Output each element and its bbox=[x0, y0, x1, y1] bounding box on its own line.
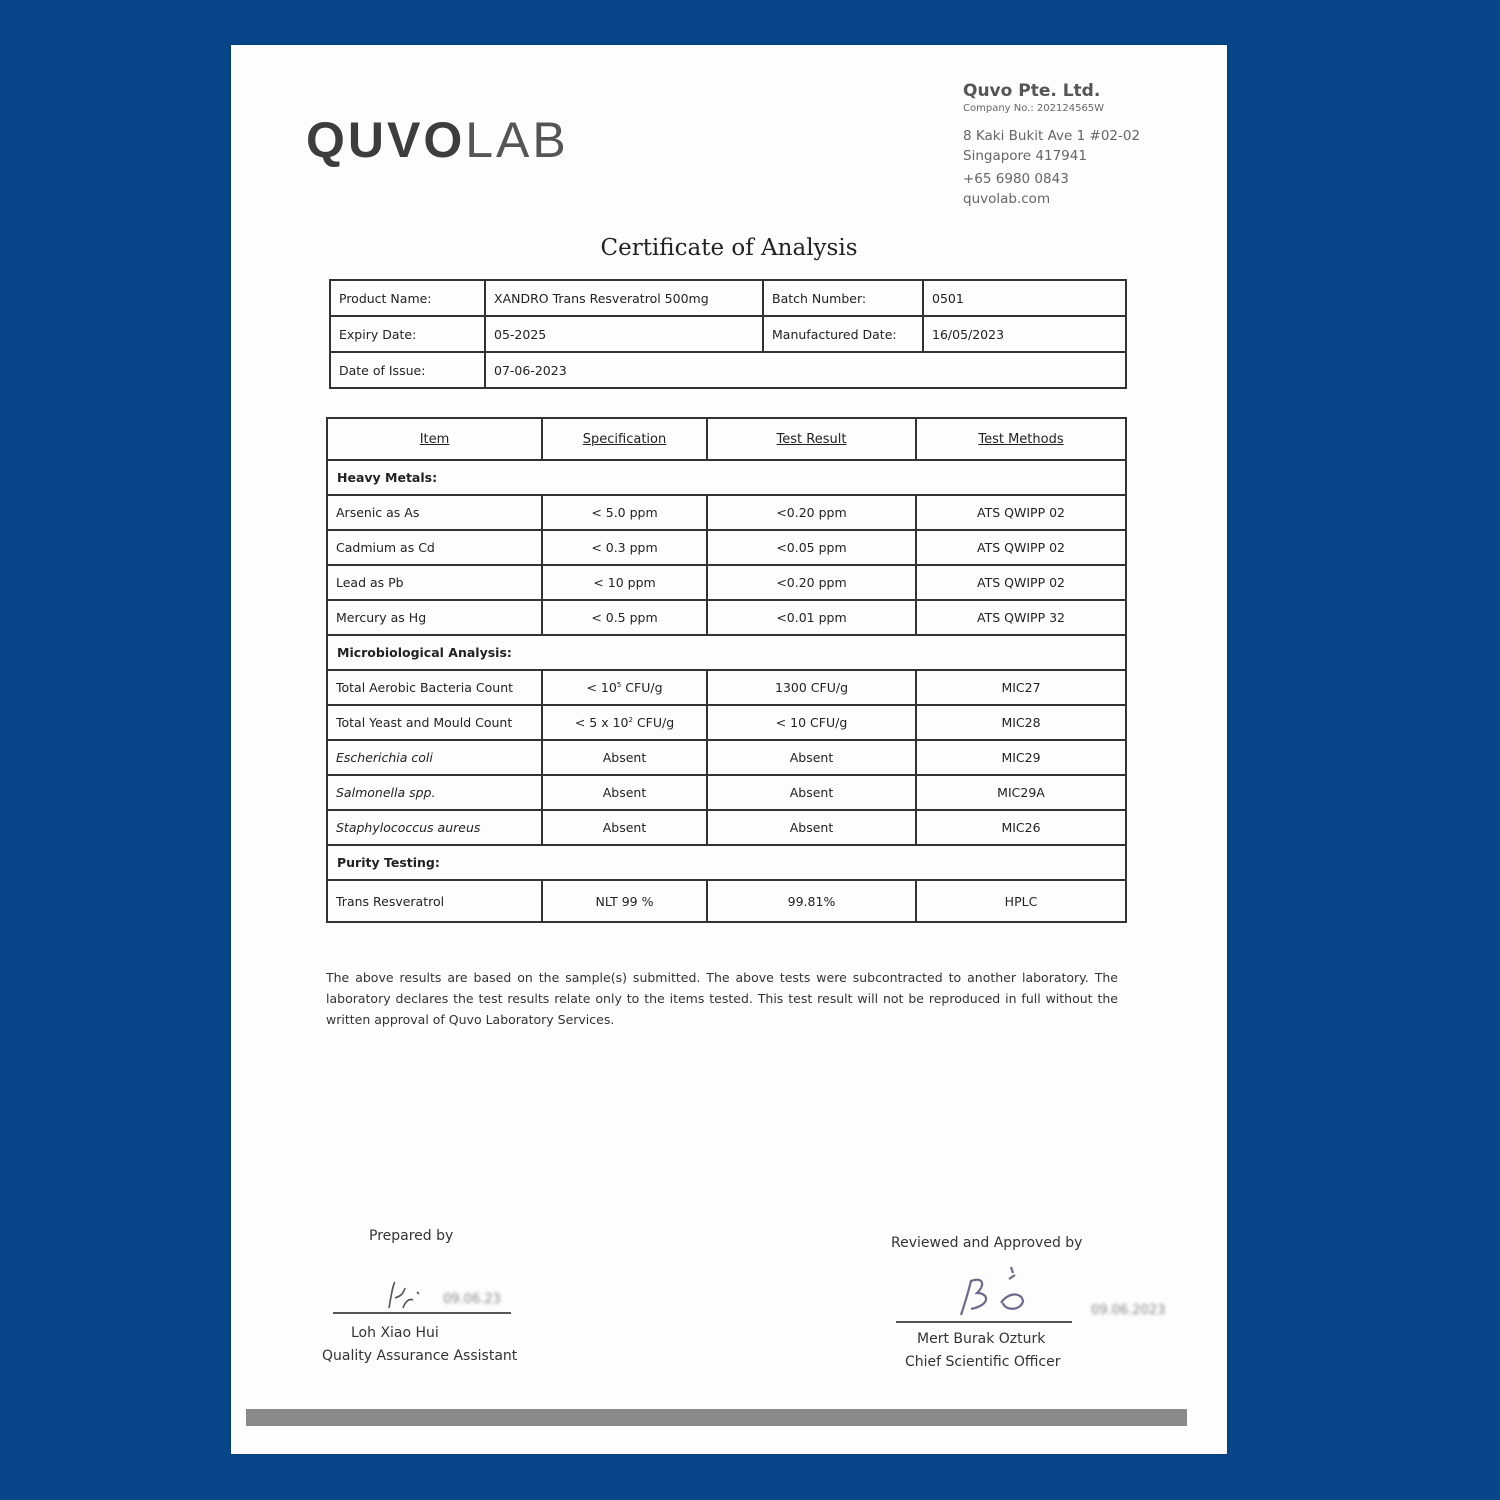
company-address-2: Singapore 417941 bbox=[963, 148, 1087, 164]
spec-cell: < 10 ppm bbox=[542, 565, 707, 600]
section-row-heavy-metals bbox=[327, 460, 1126, 495]
column-header-test-methods: Test Methods bbox=[916, 418, 1126, 460]
column-header-test-result: Test Result bbox=[707, 418, 916, 460]
spec-cell: Absent bbox=[542, 810, 707, 845]
column-header-specification: Specification bbox=[542, 418, 707, 460]
section-row-microbiological bbox=[327, 635, 1126, 670]
result-cell: 99.81% bbox=[707, 880, 916, 922]
item-cell: Trans Resveratrol bbox=[327, 880, 542, 922]
manufactured-date-label: Manufactured Date: bbox=[763, 316, 923, 352]
result-cell: Absent bbox=[707, 775, 916, 810]
spec-cell: < 0.5 ppm bbox=[542, 600, 707, 635]
spec-exponent: 2 bbox=[628, 715, 633, 724]
method-cell: ATS QWIPP 32 bbox=[916, 600, 1126, 635]
item-cell: Total Aerobic Bacteria Count bbox=[327, 670, 542, 705]
table-row bbox=[327, 705, 1126, 740]
date-of-issue-label: Date of Issue: bbox=[330, 352, 485, 388]
info-row bbox=[330, 352, 1126, 388]
disclaimer-text: The above results are based on the sample(s) submitted. The above tests were subcontracted to another laboratory. The laboratory declares the test results relate only to the items tested. This test result will not be reproduced in full without the written approval of Quvo Laboratory Services. bbox=[326, 970, 1118, 1027]
table-row bbox=[327, 670, 1126, 705]
spec-unit: CFU/g bbox=[632, 715, 675, 730]
item-cell: Escherichia coli bbox=[327, 740, 542, 775]
method-cell: MIC29A bbox=[916, 775, 1126, 810]
method-cell: MIC27 bbox=[916, 670, 1126, 705]
spec-cell bbox=[542, 670, 707, 705]
approved-date: 09.06.2023 bbox=[1091, 1303, 1166, 1318]
signature-line bbox=[333, 1312, 511, 1314]
company-name: Quvo Pte. Ltd. bbox=[963, 81, 1101, 101]
certificate-page bbox=[231, 45, 1227, 1454]
method-cell: ATS QWIPP 02 bbox=[916, 565, 1126, 600]
quvolab-logo bbox=[306, 112, 569, 168]
method-cell: HPLC bbox=[916, 880, 1126, 922]
company-info bbox=[963, 81, 1140, 209]
company-number: Company No.: 202124565W bbox=[963, 103, 1105, 114]
section-title: Microbiological Analysis: bbox=[327, 635, 1126, 670]
prepared-by-role: Quality Assurance Assistant bbox=[322, 1348, 518, 1364]
company-address-1: 8 Kaki Bukit Ave 1 #02-02 bbox=[963, 128, 1141, 144]
results-header-row bbox=[327, 418, 1126, 460]
product-name-label: Product Name: bbox=[330, 280, 485, 316]
result-cell: <0.01 ppm bbox=[707, 600, 916, 635]
result-cell: 1300 CFU/g bbox=[707, 670, 916, 705]
product-info-table bbox=[329, 279, 1127, 389]
prepared-date: 09.06.23 bbox=[443, 1292, 501, 1307]
spec-base: < 5 x 10 bbox=[574, 715, 629, 730]
logo-bold-text: QUVO bbox=[306, 112, 466, 168]
result-cell: <0.20 ppm bbox=[707, 565, 916, 600]
table-row bbox=[327, 530, 1126, 565]
table-row bbox=[327, 495, 1126, 530]
info-row bbox=[330, 316, 1126, 352]
table-row bbox=[327, 810, 1126, 845]
prepared-by-name: Loh Xiao Hui bbox=[351, 1325, 439, 1341]
approved-by-name: Mert Burak Ozturk bbox=[917, 1331, 1046, 1347]
info-row bbox=[330, 280, 1126, 316]
item-cell: Mercury as Hg bbox=[327, 600, 542, 635]
result-cell: < 10 CFU/g bbox=[707, 705, 916, 740]
method-cell: MIC26 bbox=[916, 810, 1126, 845]
item-cell: Salmonella spp. bbox=[327, 775, 542, 810]
result-cell: <0.05 ppm bbox=[707, 530, 916, 565]
item-cell: Total Yeast and Mould Count bbox=[327, 705, 542, 740]
signature-line bbox=[896, 1321, 1072, 1323]
item-cell: Cadmium as Cd bbox=[327, 530, 542, 565]
table-row bbox=[327, 880, 1126, 922]
prepared-by-label: Prepared by bbox=[369, 1228, 454, 1244]
table-row bbox=[327, 600, 1126, 635]
document-title: Certificate of Analysis bbox=[600, 235, 858, 261]
spec-cell: Absent bbox=[542, 740, 707, 775]
analysis-results-table bbox=[326, 417, 1127, 923]
column-header-item: Item bbox=[327, 418, 542, 460]
spec-cell: Absent bbox=[542, 775, 707, 810]
method-cell: ATS QWIPP 02 bbox=[916, 530, 1126, 565]
manufactured-date-value: 16/05/2023 bbox=[923, 316, 1126, 352]
spec-base: < 10 bbox=[586, 680, 617, 695]
item-cell: Arsenic as As bbox=[327, 495, 542, 530]
company-website: quvolab.com bbox=[963, 191, 1051, 207]
spec-exponent: 5 bbox=[616, 680, 622, 689]
table-row bbox=[327, 775, 1126, 810]
table-row bbox=[327, 740, 1126, 775]
spec-cell: < 0.3 ppm bbox=[542, 530, 707, 565]
item-cell: Staphylococcus aureus bbox=[327, 810, 542, 845]
batch-number-value: 0501 bbox=[923, 280, 1126, 316]
date-of-issue-value: 07-06-2023 bbox=[485, 352, 1126, 388]
footer-bar bbox=[246, 1409, 1187, 1426]
spec-cell bbox=[542, 705, 707, 740]
spec-unit: CFU/g bbox=[621, 680, 663, 695]
section-row-purity bbox=[327, 845, 1126, 880]
table-row bbox=[327, 565, 1126, 600]
product-name-value: XANDRO Trans Resveratrol 500mg bbox=[485, 280, 763, 316]
company-phone: +65 6980 0843 bbox=[963, 171, 1069, 187]
method-cell: MIC29 bbox=[916, 740, 1126, 775]
spec-cell: NLT 99 % bbox=[542, 880, 707, 922]
expiry-date-value: 05-2025 bbox=[485, 316, 763, 352]
item-cell: Lead as Pb bbox=[327, 565, 542, 600]
approved-by-label: Reviewed and Approved by bbox=[891, 1235, 1083, 1251]
section-title: Heavy Metals: bbox=[327, 460, 1126, 495]
expiry-date-label: Expiry Date: bbox=[330, 316, 485, 352]
logo-light-text: LAB bbox=[465, 112, 569, 168]
method-cell: MIC28 bbox=[916, 705, 1126, 740]
section-title: Purity Testing: bbox=[327, 845, 1126, 880]
batch-number-label: Batch Number: bbox=[763, 280, 923, 316]
signature-scribble-approved bbox=[941, 1263, 1051, 1325]
result-cell: Absent bbox=[707, 810, 916, 845]
method-cell: ATS QWIPP 02 bbox=[916, 495, 1126, 530]
signature-scribble-prepared bbox=[381, 1278, 441, 1314]
result-cell: Absent bbox=[707, 740, 916, 775]
approved-by-role: Chief Scientific Officer bbox=[905, 1354, 1061, 1370]
result-cell: <0.20 ppm bbox=[707, 495, 916, 530]
spec-cell: < 5.0 ppm bbox=[542, 495, 707, 530]
